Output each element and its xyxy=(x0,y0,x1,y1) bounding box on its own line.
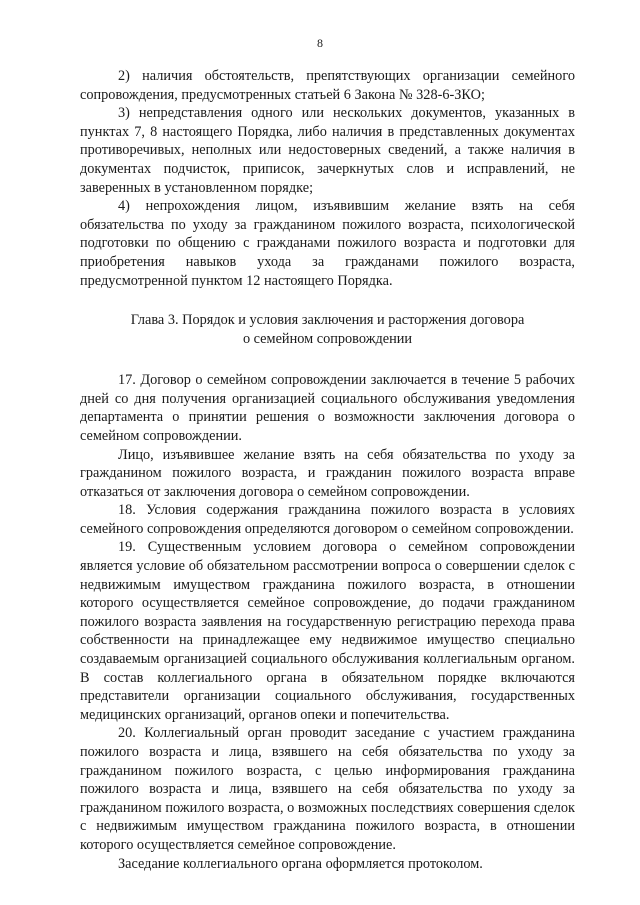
paragraph-item-17-refusal: Лицо, изъявившее желание взять на себя обязательства по уходу за гражданином пожилого возраста, и гражданин пожилого возраста вправе отказаться от заключения договора о семейном сопровождении. xyxy=(80,446,575,500)
paragraph-clause-2: 2) наличия обстоятельств, препятствующих организации семейного сопровождения, предусмотренных статьей 6 Закона № 328-6-ЗКО; xyxy=(80,68,575,103)
chapter-heading-line-1: Глава 3. Порядок и условия заключения и расторжения договора xyxy=(130,312,525,329)
page-number: 8 xyxy=(317,36,323,50)
paragraph-item-17: 17. Договор о семейном сопровождении заключается в течение 5 рабочих дней со дня получения организацией социального обслуживания уведомления департамента о принятии решения о возможности заключения договора о семейном сопровождении. xyxy=(80,372,575,444)
paragraph-item-20: 20. Коллегиальный орган проводит заседание с участием гражданина пожилого возраста и лица, взявшего на себя обязательства по уходу за гражданином пожилого возраста, с целью информирования гражданина пожилого возраста и лица, взявшего на себя обязательства по уходу за гражданином пожилого возраста, о возможных последствиях совершения сделок с недвижимым имуществом гражданина пожилого возраста, в отношении которого осуществляется семейное сопровождение. xyxy=(80,725,575,853)
chapter-heading-line-2: о семейном сопровождении xyxy=(242,331,413,348)
paragraph-clause-4: 4) непрохождения лицом, изъявившим желание взять на себя обязательства по уходу за гражданином пожилого возраста, психологической подготовки по общению с гражданами пожилого возраста и подготовки для приобретения навыков ухода за гражданами пожилого возраста, предусмотренной пунктом 12 настоящего Порядка. xyxy=(80,198,575,289)
paragraph-item-19: 19. Существенным условием договора о семейном сопровождении является условие об обязательном рассмотрении вопроса о совершении сделок с недвижимым имуществом гражданина пожилого возраста, в отношении которого осуществляется семейное сопровождение, до подачи гражданином пожилого возраста заявления на государственную регистрацию перехода права собственности на принадлежащее ему недвижимое имущество специально создаваемым организацией социального обслуживания коллегиальным органом. В состав коллегиального органа в обязательном порядке включаются представители организации социального обслуживания, государственных медицинских организаций, органов опеки и попечительства. xyxy=(80,539,575,723)
paragraph-item-18: 18. Условия содержания гражданина пожилого возраста в условиях семейного сопровождения определяются договором о семейном сопровождении. xyxy=(80,502,575,537)
chapter-heading xyxy=(80,311,575,349)
paragraph-clause-3: 3) непредставления одного или нескольких документов, указанных в пунктах 7, 8 настоящего Порядка, либо наличия в представленных документах противоречивых, неполных или недостоверных сведений, а также наличия в документах подчисток, приписок, зачеркнутых слов и исправлений, не заверенных в установленном порядке; xyxy=(80,105,575,196)
document-body xyxy=(80,67,575,873)
paragraph-item-20-protocol: Заседание коллегиального органа оформляется протоколом. xyxy=(118,855,483,872)
